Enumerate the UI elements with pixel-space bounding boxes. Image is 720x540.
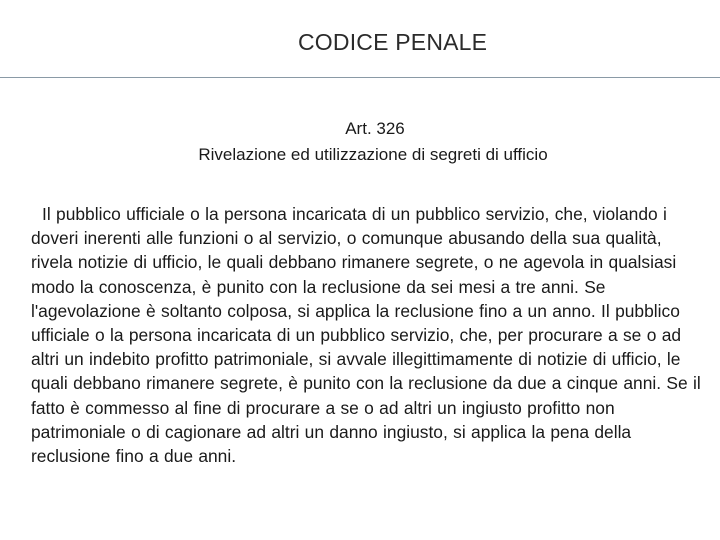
- page-header: [0, 0, 720, 78]
- article-number: Art. 326: [345, 119, 405, 138]
- header-divider: [0, 77, 720, 78]
- article-body: Il pubblico ufficiale o la persona incaricata di un pubblico servizio, che, violando i doveri inerenti alle funzioni o al servizio, o comunque abusando della sua qualità, rivela notizie di ufficio, le quali debbano rimanere segrete, o ne agevola in qualsiasi modo la conoscenza, è punito con la reclusione da sei mesi a tre anni. Se l'agevolazione è soltanto colposa, si applica la reclusione fino a un anno. Il pubblico ufficiale o la persona incaricata di un pubblico servizio, che, per procurare a se o ad altri un indebito profitto patrimoniale, si avvale illegittimamente di notizie di ufficio, le quali debbano rimanere segrete, è punito con la reclusione da due a cinque anni. Se il fatto è commesso al fine di procurare a se o ad altri un ingiusto profitto non patrimoniale o di cagionare ad altri un danno ingiusto, si applica la pena della reclusione fino a due anni.: [31, 204, 701, 467]
- page-title: CODICE PENALE: [298, 29, 488, 55]
- article-title: Rivelazione ed utilizzazione di segreti di ufficio: [198, 145, 548, 164]
- article-heading: [0, 117, 720, 167]
